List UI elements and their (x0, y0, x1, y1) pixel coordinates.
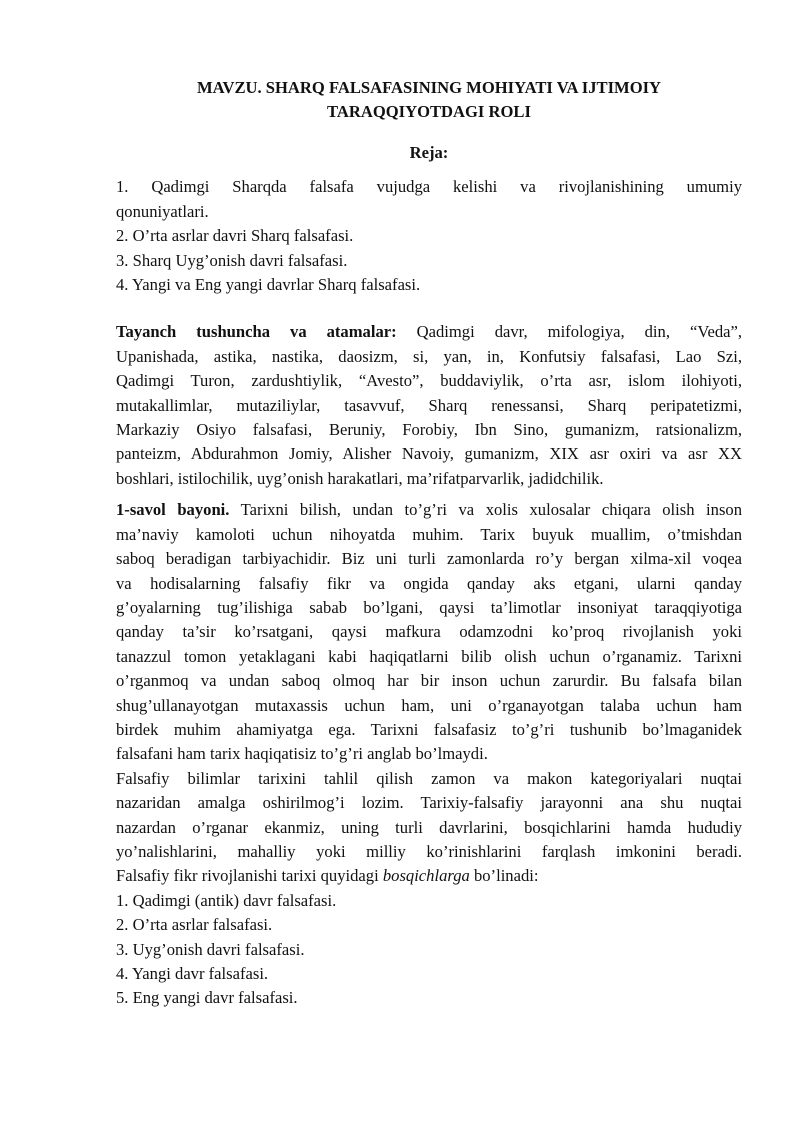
plan-list (116, 175, 742, 297)
history-text-5c: bo’linadi: (469, 866, 539, 886)
plan-item-4: 4. Yangi va Eng yangi davrlar Sharq falsafasi. (116, 275, 421, 295)
stage-item-2: 2. O’rta asrlar falsafasi. (116, 915, 273, 935)
key-concepts-paragraph (116, 320, 742, 491)
key-concepts-label: Tayanch tushuncha va atamalar: (116, 322, 397, 342)
key-concepts-line-6: panteizm, Abdurahmon Jomiy, Alisher Navoiy, gumanizm, XIX asr oxiri va asr XX (116, 444, 742, 464)
q1-line-3: saboq beradigan tarbiyachidir. Biz uni turli zamonlarda ro’y bergan xilma-xil voqea (116, 549, 742, 569)
q1-line-4: va hodisalarning falsafiy fikr va ongida qanday aks etgani, ularni qanday (116, 573, 742, 593)
title-line-2: TARAQQIYOTDAGI ROLI (327, 102, 531, 121)
history-text-5a: Falsafiy fikr rivojlanishi tarixi quyidagi (116, 866, 383, 886)
stage-item-4: 4. Yangi davr falsafasi. (116, 964, 269, 983)
history-line-5 (116, 864, 742, 888)
history-line-4: yo’nalishlarini, mahalliy yoki milliy ko’rinishlarini farqlash imkonini beradi. (116, 841, 742, 861)
q1-label: 1-savol bayoni. (116, 500, 230, 520)
stage-item-5: 5. Eng yangi davr falsafasi. (116, 988, 298, 1008)
key-concepts-line-3: Qadimgi Turon, zardushtiylik, “Avesto”, buddaviylik, o’rta asr, islom ilohiyoti, (116, 371, 742, 391)
stage-item-3: 3. Uyg’onish davri falsafasi. (116, 939, 305, 959)
key-concepts-text-1: Qadimgi davr, mifologiya, din, “Veda”, (396, 322, 742, 342)
plan-item-1-line-1: 1. Qadimgi Sharqda falsafa vujudga kelishi va rivojlanishining umumiy (116, 177, 742, 197)
stages-list (116, 889, 742, 1011)
q1-line-11: falsafani ham tarix haqiqatisiz to’g’ri anglab bo’lmaydi. (116, 744, 488, 764)
plan-item-3: 3. Sharq Uyg’onish davri falsafasi. (116, 250, 348, 270)
key-concepts-line-7: boshlari, istilochilik, uyg’onish harakatlari, ma’rifatparvarlik, jadidchilik. (116, 468, 604, 488)
question-1-paragraph (116, 498, 742, 766)
document-page (116, 76, 742, 1011)
document-title (116, 76, 742, 124)
q1-line-7: tanazzul tomon yetaklagani kabi haqiqatlarni bilib olish uchun o’rganamiz. Tarixni (116, 646, 742, 666)
history-line-2: nazaridan amalga oshirilmog’i lozim. Tarixiy-falsafiy jarayonni ana shu nuqtai (116, 793, 742, 813)
q1-line-6: qanday ta’sir ko’rsatgani, qaysi mafkura odamzodni ko’proq rivojlanish yoki (116, 622, 742, 642)
q1-text-1: Tarixni bilish, undan to’g’ri va xolis xulosalar chiqara olish inson (229, 500, 742, 520)
plan-heading: Reja: (409, 143, 449, 162)
history-paragraph (116, 767, 742, 889)
q1-line-10: birdek muhim ahamiyatga ega. Tarixni falsafasiz to’g’ri tushunib bo’lmaganidek (116, 719, 742, 739)
history-line-1: Falsafiy bilimlar tarixini tahlil qilish zamon va makon kategoriyalari nuqtai (116, 768, 742, 788)
title-line-1: MAVZU. SHARQ FALSAFASINING MOHIYATI VA IJTIMOIY (196, 78, 662, 97)
key-concepts-line-2: Upanishada, astika, nastika, daosizm, si, yan, in, Konfutsiy falsafasi, Lao Szi, (116, 346, 742, 366)
plan-item-1-line-2: qonuniyatlari. (116, 201, 209, 221)
key-concepts-line-4: mutakallimlar, mutaziliylar, tasavvuf, Sharq renessansi, Sharq peripatetizmi, (116, 395, 742, 415)
plan-item-2: 2. O’rta asrlar davri Sharq falsafasi. (116, 226, 354, 246)
history-line-3: nazardan o’rganar ekanmiz, uning turli davrlarini, bosqichlarini hamda hududiy (116, 817, 742, 837)
stage-item-1: 1. Qadimgi (antik) davr falsafasi. (116, 890, 337, 910)
q1-line-1 (116, 498, 742, 522)
key-concepts-line-1 (116, 320, 742, 344)
q1-line-2: ma’naviy kamoloti uchun nihoyatda muhim. Tarix buyuk muallim, o’tmishdan (116, 524, 742, 544)
key-concepts-line-5: Markaziy Osiyo falsafasi, Beruniy, Forobiy, Ibn Sino, gumanizm, ratsionalizm, (116, 420, 742, 440)
q1-line-9: shug’ullanayotgan mutaxassis uchun ham, uni o’rganayotgan talaba uchun ham (116, 695, 742, 715)
history-text-5b: bosqichlarga (382, 866, 470, 886)
q1-line-5: g’oyalarning tug’ilishiga sabab bo’lgani, qaysi ta’limotlar insoniyat taraqqiyotiga (116, 597, 742, 617)
q1-line-8: o’rganmoq va undan saboq olmoq har bir inson uchun zarurdir. Bu falsafa bilan (116, 671, 742, 691)
